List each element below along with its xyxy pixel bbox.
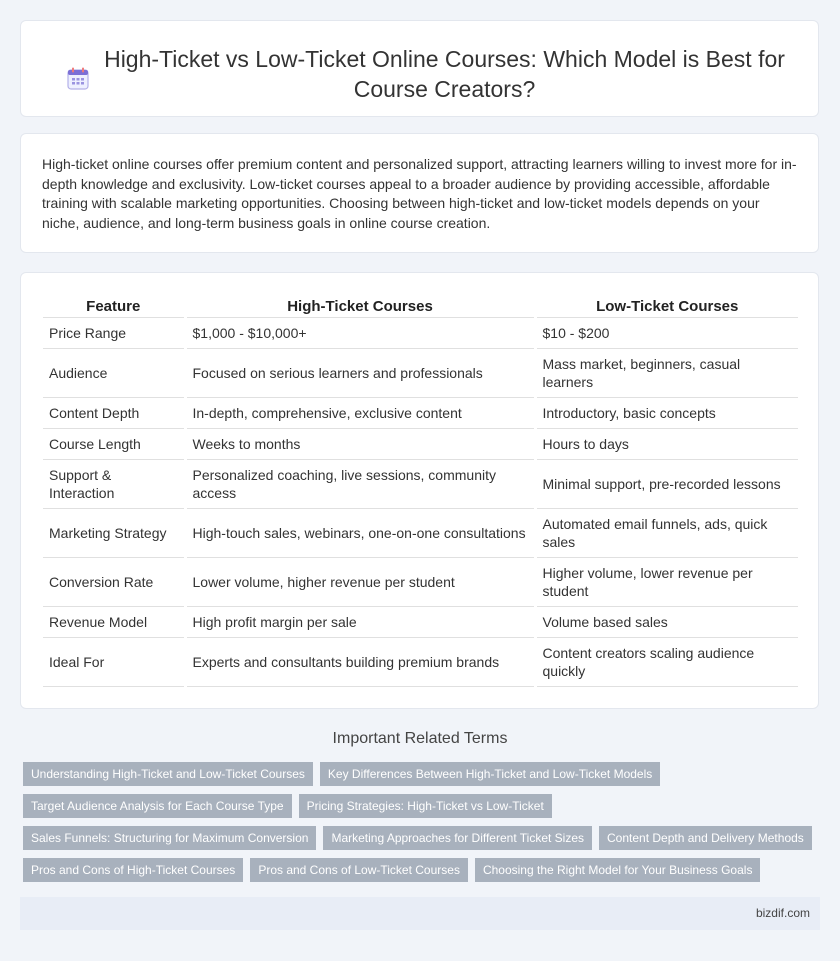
high-ticket-cell: Lower volume, higher revenue per student bbox=[185, 558, 535, 607]
related-term-tag[interactable]: Key Differences Between High-Ticket and Low-Ticket Models bbox=[320, 762, 660, 786]
low-ticket-cell: Minimal support, pre-recorded lessons bbox=[535, 460, 798, 509]
related-terms-list bbox=[23, 762, 823, 890]
title-card bbox=[20, 20, 819, 117]
feature-cell: Revenue Model bbox=[43, 607, 185, 638]
page-title: High-Ticket vs Low-Ticket Online Courses: Which Model is Best for Course Creators? bbox=[104, 46, 785, 102]
related-term-tag[interactable]: Content Depth and Delivery Methods bbox=[599, 826, 812, 850]
related-term-tag[interactable]: Marketing Approaches for Different Ticket Sizes bbox=[323, 826, 592, 850]
low-ticket-cell: $10 - $200 bbox=[535, 318, 798, 349]
table-row bbox=[43, 398, 798, 429]
high-ticket-cell: High-touch sales, webinars, one-on-one consultations bbox=[185, 509, 535, 558]
high-ticket-cell: Focused on serious learners and professionals bbox=[185, 349, 535, 398]
high-ticket-cell: $1,000 - $10,000+ bbox=[185, 318, 535, 349]
intro-card bbox=[20, 133, 819, 253]
table-row bbox=[43, 607, 798, 638]
comparison-table bbox=[43, 295, 798, 687]
footer bbox=[20, 897, 820, 930]
table-row bbox=[43, 349, 798, 398]
low-ticket-cell: Introductory, basic concepts bbox=[535, 398, 798, 429]
intro-paragraph: High-ticket online courses offer premium content and personalized support, attracting learners willing to invest more for in-depth knowledge and exclusivity. Low-ticket courses appeal to a broader audience by providing accessible, affordable training with scalable marketing opportunities. Choosing between high-ticket and low-ticket models depends on your niche, audience, and long-term business goals in online course creation. bbox=[42, 156, 797, 231]
high-ticket-cell: In-depth, comprehensive, exclusive content bbox=[185, 398, 535, 429]
table-row bbox=[43, 558, 798, 607]
feature-cell: Ideal For bbox=[43, 638, 185, 687]
feature-cell: Audience bbox=[43, 349, 185, 398]
high-ticket-cell: High profit margin per sale bbox=[185, 607, 535, 638]
table-row bbox=[43, 460, 798, 509]
feature-cell: Price Range bbox=[43, 318, 185, 349]
table-row bbox=[43, 509, 798, 558]
header-feature: Feature bbox=[43, 295, 185, 318]
feature-cell: Support & Interaction bbox=[43, 460, 185, 509]
related-terms-heading: Important Related Terms bbox=[332, 730, 508, 747]
related-term-tag[interactable]: Pros and Cons of Low-Ticket Courses bbox=[250, 858, 468, 882]
related-term-tag[interactable]: Pros and Cons of High-Ticket Courses bbox=[23, 858, 243, 882]
feature-cell: Content Depth bbox=[43, 398, 185, 429]
table-row bbox=[43, 318, 798, 349]
table-row bbox=[43, 429, 798, 460]
high-ticket-cell: Personalized coaching, live sessions, community access bbox=[185, 460, 535, 509]
header-high-ticket: High-Ticket Courses bbox=[185, 295, 535, 318]
related-term-tag[interactable]: Pricing Strategies: High-Ticket vs Low-Ticket bbox=[299, 794, 552, 818]
feature-cell: Marketing Strategy bbox=[43, 509, 185, 558]
low-ticket-cell: Automated email funnels, ads, quick sales bbox=[535, 509, 798, 558]
related-term-tag[interactable]: Understanding High-Ticket and Low-Ticket Courses bbox=[23, 762, 313, 786]
header-low-ticket: Low-Ticket Courses bbox=[535, 295, 798, 318]
related-term-tag[interactable]: Target Audience Analysis for Each Course Type bbox=[23, 794, 292, 818]
low-ticket-cell: Higher volume, lower revenue per student bbox=[535, 558, 798, 607]
low-ticket-cell: Hours to days bbox=[535, 429, 798, 460]
feature-cell: Conversion Rate bbox=[43, 558, 185, 607]
low-ticket-cell: Content creators scaling audience quickly bbox=[535, 638, 798, 687]
comparison-table-card bbox=[20, 272, 819, 709]
footer-site-link[interactable]: bizdif.com bbox=[755, 906, 810, 920]
low-ticket-cell: Volume based sales bbox=[535, 607, 798, 638]
related-term-tag[interactable]: Choosing the Right Model for Your Business Goals bbox=[475, 858, 761, 882]
related-term-tag[interactable]: Sales Funnels: Structuring for Maximum Conversion bbox=[23, 826, 316, 850]
high-ticket-cell: Weeks to months bbox=[185, 429, 535, 460]
feature-cell: Course Length bbox=[43, 429, 185, 460]
table-header-row bbox=[43, 295, 798, 318]
low-ticket-cell: Mass market, beginners, casual learners bbox=[535, 349, 798, 398]
table-row bbox=[43, 638, 798, 687]
high-ticket-cell: Experts and consultants building premium brands bbox=[185, 638, 535, 687]
